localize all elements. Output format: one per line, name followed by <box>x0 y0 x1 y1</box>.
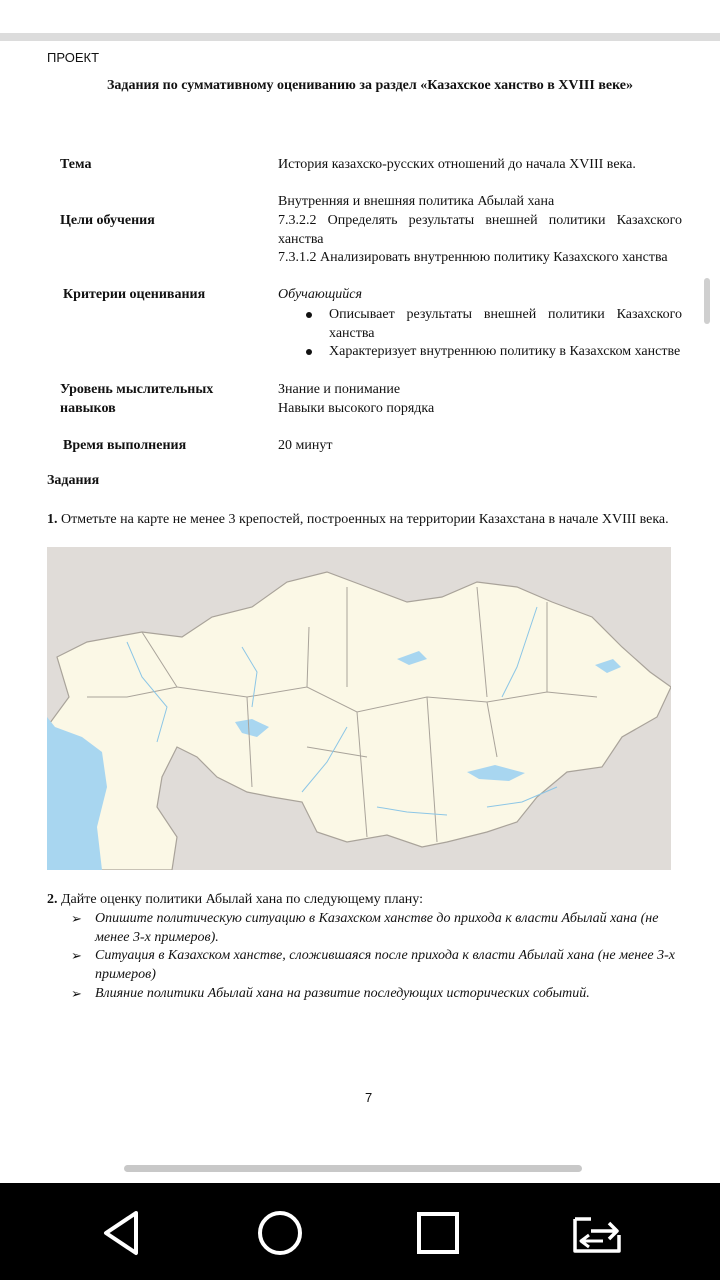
arrow-bullet-icon: ➢ <box>71 948 82 963</box>
goal-2: 7.3.1.2 Анализировать внутреннюю политику Казахского ханства <box>278 250 668 265</box>
time-value: 20 минут <box>278 438 333 453</box>
page-number: 7 <box>365 1090 373 1105</box>
arrow-bullet-icon: ➢ <box>71 911 82 926</box>
kazakhstan-map <box>47 547 671 870</box>
skills-label: Уровень мыслительных навыков <box>60 382 214 416</box>
back-triangle-icon[interactable] <box>92 1205 152 1261</box>
topic-label: Тема <box>60 157 92 172</box>
question-1-number: 1. <box>47 512 58 527</box>
top-scroll-edge <box>0 33 720 41</box>
project-label: ПРОЕКТ <box>47 50 100 65</box>
criteria-label: Критерии оценивания <box>63 287 206 302</box>
skill-1: Знание и понимание <box>278 382 401 397</box>
recents-square-icon[interactable] <box>408 1205 468 1261</box>
topic-line-1: История казахско-русских отношений до начала XVIII века. <box>278 157 636 172</box>
criteria-item-2: Характеризует внутреннюю политику в Казахском ханстве <box>329 344 681 359</box>
home-circle-icon[interactable] <box>250 1205 310 1261</box>
topic-line-2: Внутренняя и внешняя политика Абылай хана <box>278 194 555 209</box>
time-label: Время выполнения <box>63 438 187 453</box>
vertical-scrollbar[interactable] <box>704 278 710 324</box>
bullet-dot <box>306 349 312 355</box>
plan-item-3: Влияние политики Абылай хана на развитие последующих исторических событий. <box>95 986 590 1001</box>
plan-item-1: Опишите политическую ситуацию в Казахском ханстве до прихода к власти Абылай хана (не менее 3-х примеров). <box>95 911 659 945</box>
plan-item-2: Ситуация в Казахском ханстве, сложившаяся после прихода к власти Абылай хана (не менее 3-х примеров) <box>95 948 675 982</box>
switch-apps-icon[interactable] <box>567 1205 627 1261</box>
question-1-text: Отметьте на карте не менее 3 крепостей, построенных на территории Казахстана в начале XVIII века. <box>61 512 669 527</box>
goal-1: 7.3.2.2 Определять результаты внешней политики Казахского ханства <box>278 213 682 247</box>
document-title: Задания по суммативному оцениванию за раздел «Казахское ханство в XVIII веке» <box>106 78 634 93</box>
skill-2: Навыки высокого порядка <box>278 401 435 416</box>
question-1 <box>47 511 687 530</box>
goals-label: Цели обучения <box>60 213 155 228</box>
question-2-number: 2. <box>47 892 58 907</box>
question-2-text: Дайте оценку политики Абылай хана по следующему плану: <box>61 892 423 907</box>
tasks-heading: Задания <box>47 473 100 488</box>
criteria-intro: Обучающийся <box>278 287 363 302</box>
horizontal-scrollbar[interactable] <box>124 1165 582 1172</box>
criteria-item-1: Описывает результаты внешней политики Казахского ханства <box>329 307 682 341</box>
question-2 <box>47 891 687 910</box>
arrow-bullet-icon: ➢ <box>71 986 82 1001</box>
bullet-dot <box>306 312 312 318</box>
